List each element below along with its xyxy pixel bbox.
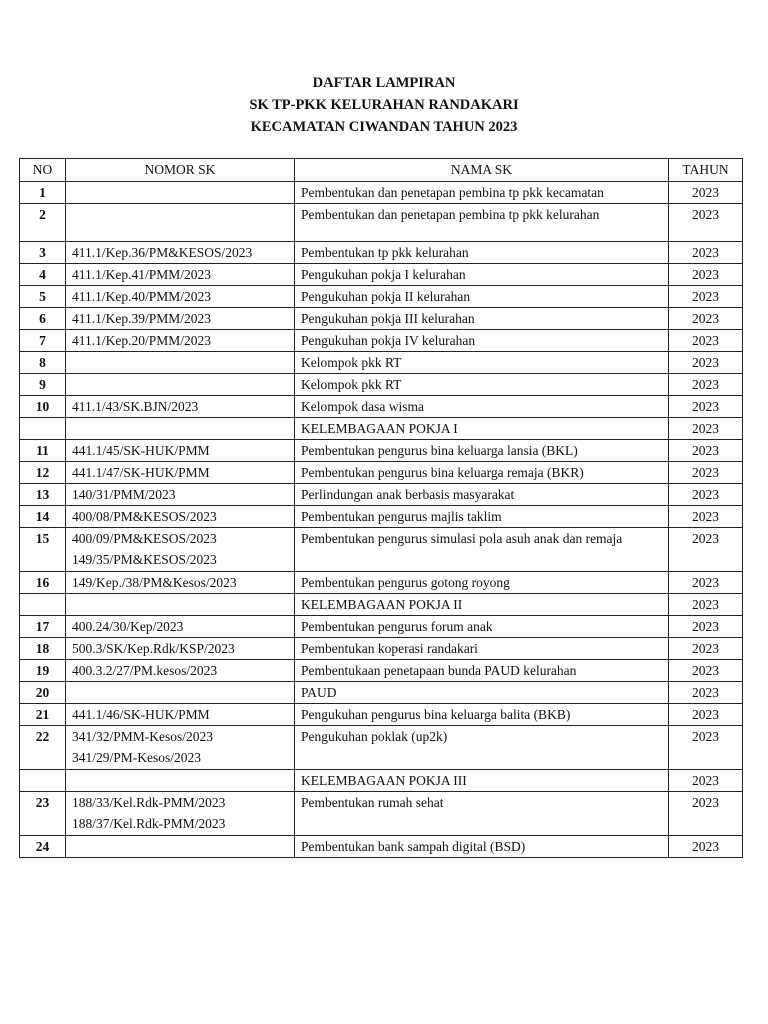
cell-no: 21 xyxy=(20,704,66,726)
cell-tahun: 2023 xyxy=(669,616,743,638)
table-row xyxy=(20,682,743,704)
cell-nama-sk: KELEMBAGAAN POKJA I xyxy=(295,418,669,440)
cell-no: 22 xyxy=(20,726,66,770)
cell-nomor-sk xyxy=(66,616,295,638)
table-row xyxy=(20,182,743,204)
cell-no: 11 xyxy=(20,440,66,462)
table-row xyxy=(20,484,743,506)
table-row xyxy=(20,204,743,242)
cell-nomor-sk xyxy=(66,660,295,682)
cell-nomor-sk xyxy=(66,418,295,440)
cell-no: 6 xyxy=(20,308,66,330)
cell-tahun: 2023 xyxy=(669,462,743,484)
cell-nomor-sk xyxy=(66,204,295,242)
cell-no: 10 xyxy=(20,396,66,418)
cell-nomor-sk xyxy=(66,638,295,660)
cell-tahun: 2023 xyxy=(669,330,743,352)
cell-nama-sk: Pembentukan tp pkk kelurahan xyxy=(295,242,669,264)
cell-nomor-sk xyxy=(66,374,295,396)
column-header-no: NO xyxy=(20,159,66,182)
cell-tahun: 2023 xyxy=(669,374,743,396)
cell-no: 14 xyxy=(20,506,66,528)
cell-nama-sk: Pembentukan koperasi randakari xyxy=(295,638,669,660)
cell-no xyxy=(20,770,66,792)
table-row xyxy=(20,418,743,440)
cell-nama-sk: Kelompok dasa wisma xyxy=(295,396,669,418)
nomor-sk-line: 140/31/PMM/2023 xyxy=(72,487,176,502)
cell-nama-sk: Pembentukan pengurus bina keluarga remaja (BKR) xyxy=(295,462,669,484)
cell-tahun: 2023 xyxy=(669,418,743,440)
cell-tahun: 2023 xyxy=(669,204,743,242)
table-row xyxy=(20,242,743,264)
cell-tahun: 2023 xyxy=(669,792,743,836)
lampiran-table xyxy=(19,158,743,858)
cell-no: 4 xyxy=(20,264,66,286)
cell-nomor-sk xyxy=(66,308,295,330)
cell-no: 9 xyxy=(20,374,66,396)
nomor-sk-line: 341/32/PMM-Kesos/2023 xyxy=(72,729,214,744)
table-row xyxy=(20,770,743,792)
nomor-sk-line: 411.1/43/SK.BJN/2023 xyxy=(72,399,199,414)
cell-tahun: 2023 xyxy=(669,682,743,704)
document-subtitle-2: KECAMATAN CIWANDAN TAHUN 2023 xyxy=(250,119,518,135)
nomor-sk-line: 411.1/Kep.39/PMM/2023 xyxy=(72,311,212,326)
cell-nomor-sk xyxy=(66,286,295,308)
nomor-sk-line: 411.1/Kep.36/PM&KESOS/2023 xyxy=(72,245,253,260)
cell-nomor-sk xyxy=(66,264,295,286)
nomor-sk-line: 441.1/45/SK-HUK/PMM xyxy=(72,443,210,458)
cell-tahun: 2023 xyxy=(669,396,743,418)
cell-nomor-sk xyxy=(66,396,295,418)
cell-tahun: 2023 xyxy=(669,182,743,204)
cell-tahun: 2023 xyxy=(669,264,743,286)
nomor-sk-line: 188/33/Kel.Rdk-PMM/2023 xyxy=(72,795,226,810)
cell-nama-sk: Pembentukaan penetapaan bunda PAUD kelurahan xyxy=(295,660,669,682)
table-row xyxy=(20,264,743,286)
table-row xyxy=(20,792,743,836)
cell-tahun: 2023 xyxy=(669,660,743,682)
table-row xyxy=(20,726,743,770)
nomor-sk-line: 149/35/PM&KESOS/2023 xyxy=(72,552,217,567)
column-header-nomor-sk: NOMOR SK xyxy=(66,159,295,182)
nomor-sk-line: 188/37/Kel.Rdk-PMM/2023 xyxy=(72,816,226,831)
cell-tahun: 2023 xyxy=(669,726,743,770)
nomor-sk-line: 441.1/47/SK-HUK/PMM xyxy=(72,465,210,480)
cell-nama-sk: Pengukuhan pokja I kelurahan xyxy=(295,264,669,286)
table-row xyxy=(20,374,743,396)
cell-nomor-sk xyxy=(66,594,295,616)
cell-nama-sk: Pengukuhan pokja III kelurahan xyxy=(295,308,669,330)
cell-tahun: 2023 xyxy=(669,770,743,792)
cell-nomor-sk xyxy=(66,528,295,572)
cell-nama-sk: Perlindungan anak berbasis masyarakat xyxy=(295,484,669,506)
table-header xyxy=(20,159,743,182)
cell-nomor-sk xyxy=(66,352,295,374)
cell-nama-sk: KELEMBAGAAN POKJA II xyxy=(295,594,669,616)
cell-nama-sk: Kelompok pkk RT xyxy=(295,374,669,396)
cell-nama-sk: Pengukuhan pokja IV kelurahan xyxy=(295,330,669,352)
cell-no: 13 xyxy=(20,484,66,506)
nomor-sk-line: 441.1/46/SK-HUK/PMM xyxy=(72,707,210,722)
cell-nama-sk: Pengukuhan pokja II kelurahan xyxy=(295,286,669,308)
table-row xyxy=(20,440,743,462)
cell-tahun: 2023 xyxy=(669,836,743,858)
cell-nama-sk: Pembentukan dan penetapan pembina tp pkk kecamatan xyxy=(295,182,669,204)
table-row xyxy=(20,462,743,484)
cell-nomor-sk xyxy=(66,182,295,204)
cell-tahun: 2023 xyxy=(669,308,743,330)
cell-nama-sk: Pembentukan pengurus bina keluarga lansia (BKL) xyxy=(295,440,669,462)
nomor-sk-line: 400/08/PM&KESOS/2023 xyxy=(72,509,217,524)
table-row xyxy=(20,616,743,638)
cell-tahun: 2023 xyxy=(669,528,743,572)
cell-nomor-sk xyxy=(66,484,295,506)
table-row xyxy=(20,572,743,594)
cell-tahun: 2023 xyxy=(669,352,743,374)
column-header-nama-sk: NAMA SK xyxy=(295,159,669,182)
cell-tahun: 2023 xyxy=(669,242,743,264)
cell-nama-sk: Pembentukan pengurus majlis taklim xyxy=(295,506,669,528)
nomor-sk-line: 400.3.2/27/PM.kesos/2023 xyxy=(72,663,218,678)
cell-tahun: 2023 xyxy=(669,704,743,726)
cell-tahun: 2023 xyxy=(669,484,743,506)
table-body xyxy=(20,182,743,858)
document-header xyxy=(0,72,768,138)
cell-no: 2 xyxy=(20,204,66,242)
cell-no xyxy=(20,594,66,616)
nomor-sk-line: 411.1/Kep.41/PMM/2023 xyxy=(72,267,212,282)
cell-nama-sk: PAUD xyxy=(295,682,669,704)
cell-no: 23 xyxy=(20,792,66,836)
cell-no xyxy=(20,418,66,440)
nomor-sk-line: 411.1/Kep.20/PMM/2023 xyxy=(72,333,212,348)
table-row xyxy=(20,330,743,352)
cell-no: 24 xyxy=(20,836,66,858)
cell-no: 18 xyxy=(20,638,66,660)
table-row xyxy=(20,704,743,726)
document-title: DAFTAR LAMPIRAN xyxy=(312,75,456,91)
cell-tahun: 2023 xyxy=(669,638,743,660)
nomor-sk-line: 400/09/PM&KESOS/2023 xyxy=(72,531,217,546)
cell-no: 5 xyxy=(20,286,66,308)
table-row xyxy=(20,352,743,374)
cell-nomor-sk xyxy=(66,836,295,858)
cell-nama-sk: Pembentukan bank sampah digital (BSD) xyxy=(295,836,669,858)
cell-tahun: 2023 xyxy=(669,594,743,616)
cell-no: 1 xyxy=(20,182,66,204)
cell-tahun: 2023 xyxy=(669,440,743,462)
nomor-sk-line: 411.1/Kep.40/PMM/2023 xyxy=(72,289,212,304)
cell-no: 19 xyxy=(20,660,66,682)
cell-nomor-sk xyxy=(66,330,295,352)
cell-tahun: 2023 xyxy=(669,286,743,308)
cell-nomor-sk xyxy=(66,704,295,726)
cell-nomor-sk xyxy=(66,770,295,792)
cell-nomor-sk xyxy=(66,726,295,770)
table-row xyxy=(20,836,743,858)
cell-no: 12 xyxy=(20,462,66,484)
cell-tahun: 2023 xyxy=(669,572,743,594)
cell-nomor-sk xyxy=(66,242,295,264)
table-row xyxy=(20,286,743,308)
column-header-tahun: TAHUN xyxy=(669,159,743,182)
cell-no: 15 xyxy=(20,528,66,572)
cell-tahun: 2023 xyxy=(669,506,743,528)
cell-no: 7 xyxy=(20,330,66,352)
cell-no: 3 xyxy=(20,242,66,264)
table-row xyxy=(20,396,743,418)
table-row xyxy=(20,638,743,660)
table-row xyxy=(20,594,743,616)
cell-nomor-sk xyxy=(66,792,295,836)
nomor-sk-line: 500.3/SK/Kep.Rdk/KSP/2023 xyxy=(72,641,235,656)
cell-nama-sk: Pembentukan rumah sehat xyxy=(295,792,669,836)
nomor-sk-line: 149/Kep./38/PM&Kesos/2023 xyxy=(72,575,237,590)
document-subtitle: SK TP-PKK KELURAHAN RANDAKARI xyxy=(249,97,519,113)
cell-nama-sk: Pembentukan pengurus forum anak xyxy=(295,616,669,638)
cell-no: 20 xyxy=(20,682,66,704)
nomor-sk-line: 341/29/PM-Kesos/2023 xyxy=(72,750,202,765)
table-row xyxy=(20,528,743,572)
cell-nama-sk: Pembentukan pengurus simulasi pola asuh anak dan remaja xyxy=(295,528,669,572)
nomor-sk-line: 400.24/30/Kep/2023 xyxy=(72,619,184,634)
cell-nomor-sk xyxy=(66,440,295,462)
table-row xyxy=(20,308,743,330)
cell-no: 17 xyxy=(20,616,66,638)
cell-nama-sk: Pembentukan pengurus gotong royong xyxy=(295,572,669,594)
cell-no: 8 xyxy=(20,352,66,374)
cell-nama-sk: Pengukuhan pengurus bina keluarga balita (BKB) xyxy=(295,704,669,726)
cell-nomor-sk xyxy=(66,682,295,704)
cell-nomor-sk xyxy=(66,462,295,484)
cell-nomor-sk xyxy=(66,572,295,594)
table-row xyxy=(20,506,743,528)
cell-nama-sk: Pengukuhan poklak (up2k) xyxy=(295,726,669,770)
table-row xyxy=(20,660,743,682)
cell-nama-sk: Kelompok pkk RT xyxy=(295,352,669,374)
cell-nomor-sk xyxy=(66,506,295,528)
cell-nama-sk: Pembentukan dan penetapan pembina tp pkk kelurahan xyxy=(295,204,669,242)
cell-no: 16 xyxy=(20,572,66,594)
cell-nama-sk: KELEMBAGAAN POKJA III xyxy=(295,770,669,792)
